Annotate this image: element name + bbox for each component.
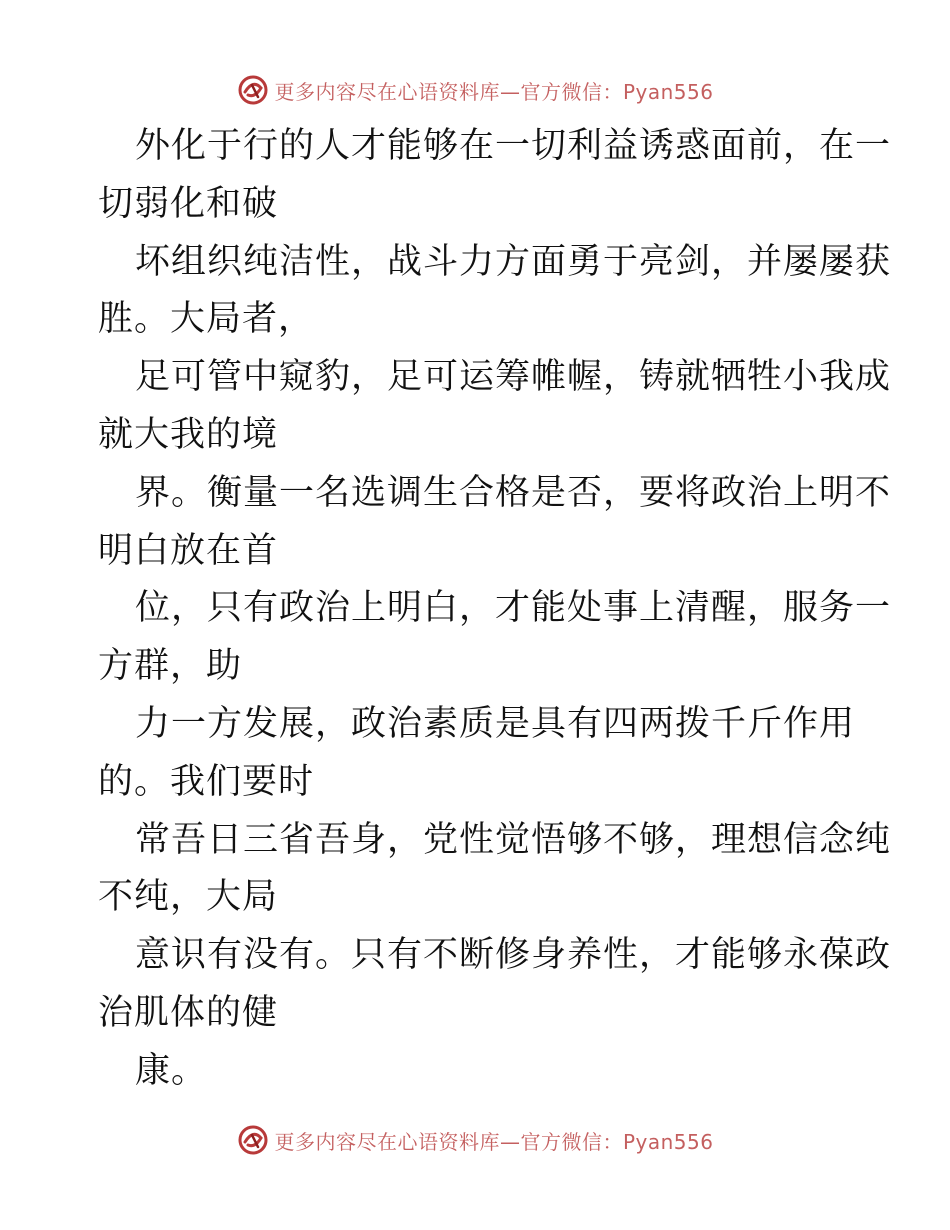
text-line: 力一方发展，政治素质是具有四两拨千斤作用 [135,703,856,744]
text-line: 不纯，大局 [98,877,279,918]
text-line: 治肌体的健 [98,992,279,1033]
text-line: 足可管中窥豹，足可运筹帷幄，铸就牺牲小我成 [135,357,892,398]
seal-logo-icon [236,1123,270,1157]
text-line: 常吾日三省吾身，党性觉悟够不够，理想信念纯 [135,819,892,860]
header-banner [0,70,950,110]
footer-banner [0,1120,950,1160]
document-body [98,118,892,1101]
text-line: 位，只有政治上明白，才能处事上清醒，服务一 [135,588,892,629]
text-line: 切弱化和破 [98,183,279,224]
seal-logo-icon [236,73,270,107]
text-line: 康。 [135,1050,208,1091]
footer-banner-text: 更多内容尽在心语资料库—官方微信：Pyan556 [274,1129,714,1154]
text-line: 意识有没有。只有不断修身养性，才能够永葆政 [135,935,892,976]
text-line: 方群，助 [98,646,243,687]
text-line: 界。衡量一名选调生合格是否，要将政治上明不 [135,472,892,513]
text-line: 明白放在首 [98,530,279,571]
text-line: 就大我的境 [98,414,279,455]
text-line: 坏组织纯洁性，战斗力方面勇于亮剑，并屡屡获 [135,241,892,282]
text-line: 外化于行的人才能够在一切利益诱惑面前，在一 [135,126,892,166]
header-banner-text: 更多内容尽在心语资料库—官方微信：Pyan556 [274,79,714,104]
text-line: 的。我们要时 [98,761,315,802]
text-line: 胜。大局者， [98,299,315,340]
